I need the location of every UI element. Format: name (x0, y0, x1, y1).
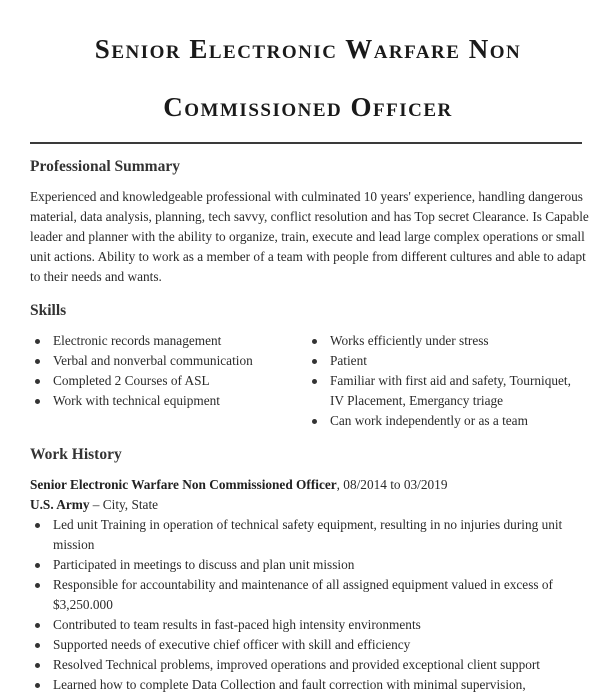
job-location: – City, State (89, 497, 159, 512)
work-bullet: Supported needs of executive chief officer with skill and efficiency (30, 635, 590, 655)
skills-list-right (307, 331, 587, 431)
job-dates: , 08/2014 to 03/2019 (336, 477, 448, 492)
work-bullet: Responsible for accountability and maintenance of all assigned equipment valued in excess of $3,250.000 (30, 575, 590, 615)
work-bullets (30, 515, 590, 695)
job-title: Senior Electronic Warfare Non Commissioned Officer (30, 477, 337, 492)
title-divider (30, 142, 582, 144)
job-title-line (30, 475, 447, 495)
skill-item: Patient (307, 351, 587, 371)
skill-item: Familiar with first aid and safety, Tourniquet, IV Placement, Emergancy triage (307, 371, 587, 411)
work-bullet: Learned how to complete Data Collection and fault correction with minimal supervision, (30, 675, 590, 695)
summary-heading: Professional Summary (30, 158, 180, 175)
work-bullet: Led unit Training in operation of technical safety equipment, resulting in no injuries during unit mission (30, 515, 590, 555)
skill-item: Electronic records management (30, 331, 300, 351)
skill-item: Can work independently or as a team (307, 411, 587, 431)
employer-line (30, 495, 158, 515)
resume-title-line-1: Senior Electronic Warfare Non (94, 34, 522, 64)
work-bullet: Participated in meetings to discuss and plan unit mission (30, 555, 590, 575)
resume-title-line-2: Commissioned Officer (163, 92, 453, 122)
skill-item: Completed 2 Courses of ASL (30, 371, 300, 391)
work-bullet: Resolved Technical problems, improved operations and provided exceptional client support (30, 655, 590, 675)
skills-heading: Skills (30, 302, 67, 319)
skill-item: Works efficiently under stress (307, 331, 587, 351)
work-history-heading: Work History (30, 446, 122, 463)
employer: U.S. Army (30, 497, 90, 512)
skill-item: Work with technical equipment (30, 391, 300, 411)
skills-list-left (30, 331, 300, 411)
skill-item: Verbal and nonverbal communication (30, 351, 300, 371)
work-bullet: Contributed to team results in fast-paced high intensity environments (30, 615, 590, 635)
summary-text: Experienced and knowledgeable professional with culminated 10 years' experience, handling dangerous material, data analysis, planning, tech savvy, conflict resolution and has Top secret Clearance. Is Capable leader and planner with the ability to organize, train, execute and lead large complex operations or small unit actions. Ability to work as a member of a team with people from different cultures and able to adapt to their needs and wants. (30, 189, 589, 284)
